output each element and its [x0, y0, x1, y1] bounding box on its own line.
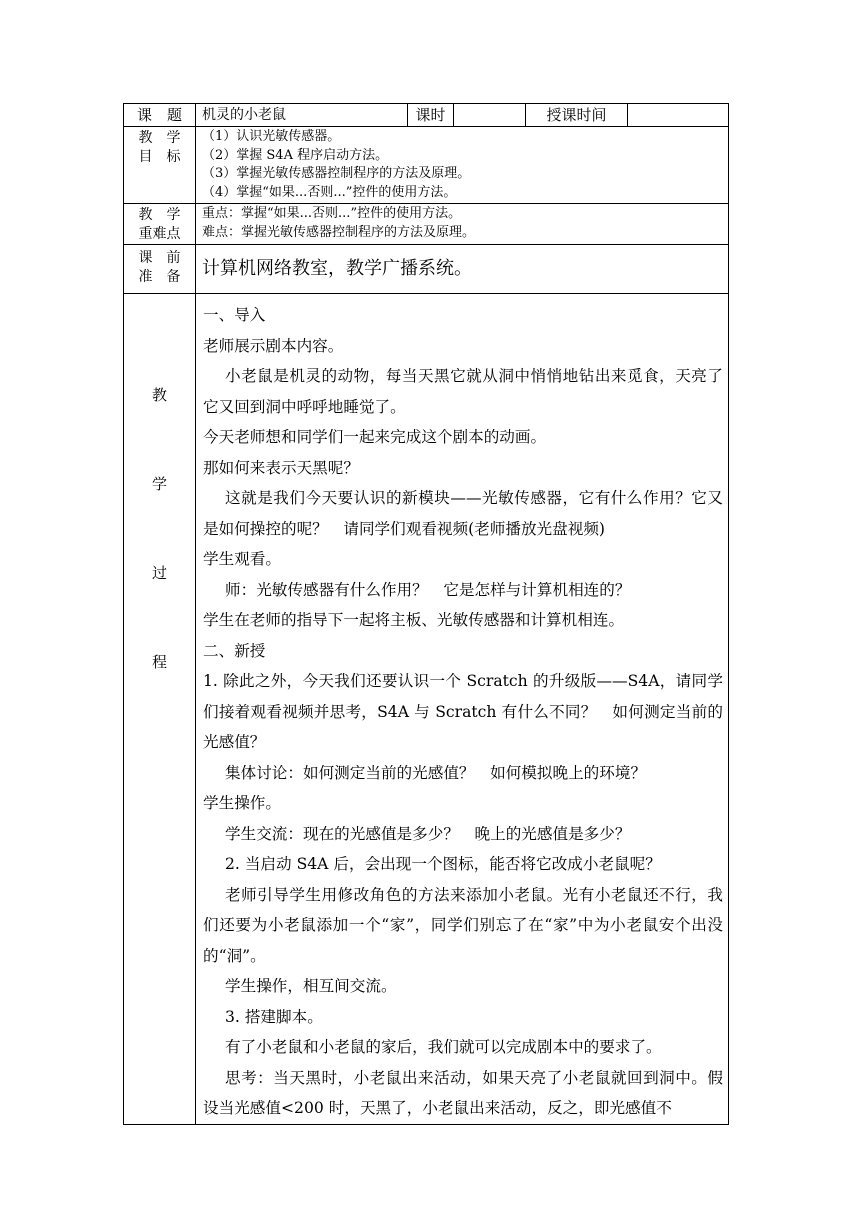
goal-item: （2）掌握 S4A 程序启动方法。 [202, 147, 389, 163]
time-value [628, 104, 729, 127]
process-paragraph: 学生操作，相互间交流。 [225, 977, 397, 995]
process-label-char: 过 [151, 564, 167, 582]
topic-value: 机灵的小老鼠 [196, 104, 408, 127]
key-points-label-line-1: 教学 [138, 207, 195, 223]
process-paragraph: 一、导入 [203, 306, 266, 324]
process-paragraph: 这就是我们今天要认识的新模块——光敏传感器，它有什么作用？它又是如何操控的呢？ 请同学们观看视频(老师播放光盘视频) [203, 489, 723, 538]
lesson-plan-table [123, 103, 729, 1125]
process-paragraph: 老师展示剧本内容。 [203, 336, 344, 355]
process-paragraphs [203, 300, 723, 1124]
preparation-row [124, 245, 729, 294]
goals-content [196, 127, 729, 204]
period-value [454, 104, 526, 127]
goal-item: （4）掌握“如果...否则...”控件的使用方法。 [202, 184, 457, 200]
goals-row [124, 127, 729, 204]
preparation-label-line-2: 准备 [138, 269, 195, 285]
goals-label-line-2: 目标 [138, 149, 195, 165]
process-paragraph: 思考：当天黑时，小老鼠出来活动，如果天亮了小老鼠就回到洞中。假设当光感值<200 时，天黑了，小老鼠出来活动，反之，即光感值不 [203, 1068, 723, 1117]
process-paragraph: 那如何来表示天黑呢？ [203, 458, 359, 477]
process-paragraph: 老师引导学生用修改角色的方法来添加小老鼠。光有小老鼠还不行，我们还要为小老鼠添加一个“家”，同学们别忘了在“家”中为小老鼠安个出没的“洞”。 [203, 885, 723, 965]
process-paragraph: 3. 搭建脚本。 [225, 1007, 323, 1026]
goal-item: （3）掌握光敏传感器控制程序的方法及原理。 [202, 166, 471, 181]
process-label-char: 学 [151, 475, 167, 493]
key-points-content [196, 204, 729, 245]
process-paragraph: 学生观看。 [203, 550, 281, 568]
process-label-char: 程 [151, 653, 167, 671]
topic-label: 课 题 [124, 104, 196, 127]
process-label [124, 294, 196, 1125]
key-point-item: 重点：掌握“如果...否则...”控件的使用方法。 [202, 206, 462, 221]
time-label: 授课时间 [526, 104, 628, 127]
key-points-label [124, 204, 196, 245]
process-paragraph: 集体讨论：如何测定当前的光感值？ 如何模拟晚上的环境？ [225, 763, 647, 782]
process-paragraph: 今天老师想和同学们一起来完成这个剧本的动画。 [203, 428, 547, 446]
process-paragraph: 有了小老鼠和小老鼠的家后，我们就可以完成剧本中的要求了。 [225, 1038, 662, 1056]
process-paragraph: 2. 当启动 S4A 后，会出现一个图标，能否将它改成小老鼠呢？ [225, 855, 661, 873]
process-row [124, 294, 729, 1125]
goals-label-line-1: 教学 [138, 130, 195, 146]
process-label-char: 教 [151, 386, 167, 404]
process-paragraph: 小老鼠是机灵的动物，每当天黑它就从洞中悄悄地钻出来觅食，天亮了它又回到洞中呼呼地睡觉了。 [203, 367, 723, 416]
header-row [124, 104, 729, 127]
process-paragraph: 师：光敏传感器有什么作用？ 它是怎样与计算机相连的？ [225, 580, 631, 599]
process-paragraph: 1. 除此之外，今天我们还要认识一个 Scratch 的升级版——S4A，请同学们接着观看视频并思考，S4A 与 Scratch 有什么不同？ 如何测定当前的光感值？ [203, 672, 723, 751]
process-paragraph: 二、新授 [203, 641, 266, 660]
goal-item: （1）认识光敏传感器。 [202, 129, 341, 144]
key-points-label-line-2: 重难点 [138, 226, 181, 242]
preparation-label-line-1: 课前 [138, 250, 195, 266]
goals-label [124, 127, 196, 204]
process-content [196, 294, 729, 1125]
process-paragraph: 学生操作。 [203, 794, 281, 812]
preparation-label [124, 245, 196, 294]
process-paragraph: 学生在老师的指导下一起将主板、光敏传感器和计算机相连。 [203, 611, 625, 629]
process-paragraph: 学生交流：现在的光感值是多少？ 晚上的光感值是多少？ [225, 824, 631, 843]
preparation-content: 计算机网络教室，教学广播系统。 [196, 245, 729, 294]
key-points-row [124, 204, 729, 245]
period-label: 课时 [408, 104, 454, 127]
key-point-item: 难点：掌握光敏传感器控制程序的方法及原理。 [202, 224, 476, 240]
